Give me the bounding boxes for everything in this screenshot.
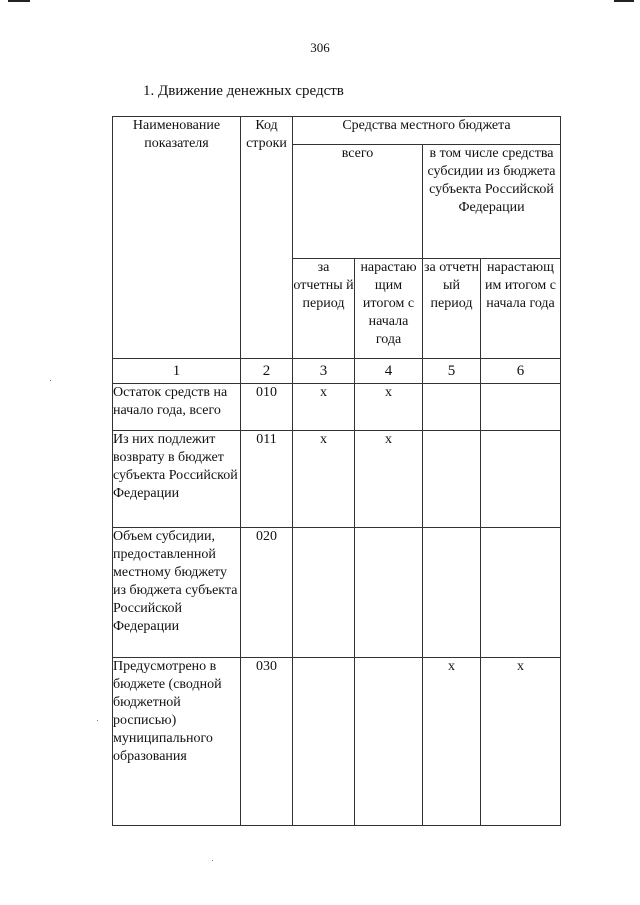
row-cell: х [293,384,355,431]
header-local-budget: Средства местного бюджета [293,117,561,145]
header-name: Наименование показателя [113,117,241,359]
scan-speck [97,720,98,721]
row-cell [423,528,481,658]
row-code: 010 [241,384,293,431]
column-number: 6 [481,359,561,384]
row-name: Из них подлежит возврату в бюджет субъекта Российской Федерации [113,431,241,528]
column-number: 4 [355,359,423,384]
column-number: 1 [113,359,241,384]
row-cell: х [355,431,423,528]
row-cell: х [293,431,355,528]
row-cell [423,431,481,528]
row-cell [293,658,355,826]
row-cell [355,658,423,826]
scan-edge-mark [8,0,30,2]
row-name: Остаток средств на начало года, всего [113,384,241,431]
scan-speck [50,380,51,381]
table-row [113,528,561,658]
row-cell [293,528,355,658]
header-period-total: за отчетны й период [293,259,355,359]
row-code: 020 [241,528,293,658]
row-cell [481,384,561,431]
column-number: 2 [241,359,293,384]
row-cell: х [481,658,561,826]
column-number: 5 [423,359,481,384]
header-period-subsidy: за отчетн ый период [423,259,481,359]
scan-speck [212,860,213,861]
row-cell [355,528,423,658]
scan-edge-mark [614,0,634,2]
table-row [113,384,561,431]
row-cell: х [423,658,481,826]
cashflow-table [112,116,561,826]
header-total: всего [293,145,423,259]
row-cell: х [355,384,423,431]
header-code: Код строки [241,117,293,359]
section-title: 1. Движение денежных средств [143,83,344,99]
row-cell [481,528,561,658]
row-cell [481,431,561,528]
row-name: Предусмотрено в бюджете (сводной бюджетной росписью) муниципального образования [113,658,241,826]
row-code: 030 [241,658,293,826]
header-cumulative-subsidy: нарастающ им итогом с начала года [481,259,561,359]
row-code: 011 [241,431,293,528]
column-number: 3 [293,359,355,384]
table-row [113,658,561,826]
table-row [113,431,561,528]
header-subsidy: в том числе средства субсидии из бюджета субъекта Российской Федерации [423,145,561,259]
page-number: 306 [310,40,330,55]
row-name: Объем субсидии, предоставленной местному бюджету из бюджета субъекта Российской Федерации [113,528,241,658]
header-cumulative-total: нарастаю щим итогом с начала года [355,259,423,359]
row-cell [423,384,481,431]
